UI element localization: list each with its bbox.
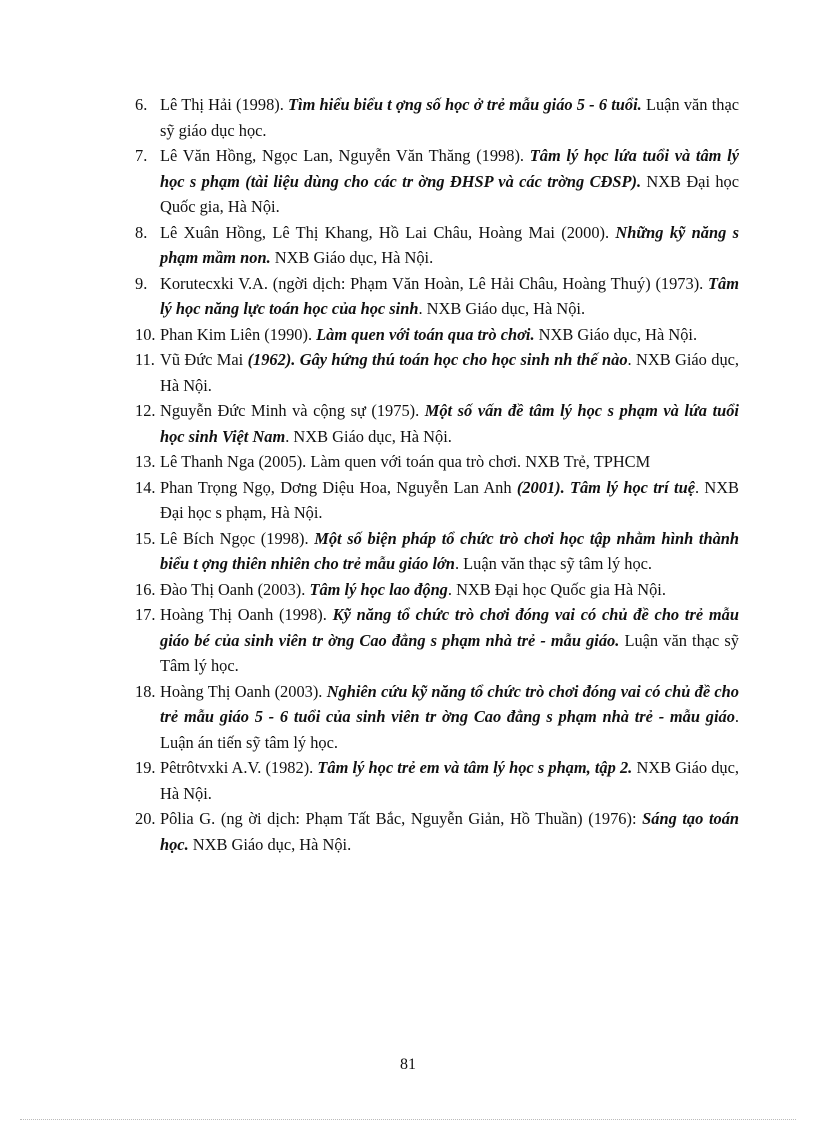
reference-title: Tâm lý học lứa tuổi và tâm lý học s phạm (tài liệu dùng cho các tr ờng ĐHSP và các trờng CĐSP).	[160, 146, 739, 191]
reference-before: Nguyễn Đức Minh và cộng sự (1975).	[160, 401, 425, 420]
reference-item	[135, 92, 739, 143]
reference-item	[135, 806, 739, 857]
reference-number: 11.	[135, 350, 155, 369]
reference-item	[135, 526, 739, 577]
reference-number: 12.	[135, 401, 156, 420]
reference-title: Làm quen với toán qua trò chơi.	[316, 324, 535, 344]
reference-after: . NXB Đại học Quốc gia Hà Nội.	[447, 579, 666, 599]
page-number: 81	[400, 1056, 416, 1073]
reference-before: Pêtrôtvxki A.V. (1982).	[160, 758, 318, 777]
reference-before: Vũ Đức Mai	[160, 350, 248, 369]
reference-before: Đào Thị Oanh (2003).	[160, 579, 310, 599]
reference-number: 15.	[135, 528, 156, 548]
reference-title: Kỹ năng tổ chức trò chơi đóng vai có chủ đề cho trẻ mẫu giáo bé của sinh viên tr ờng Cao đẳng s phạm nhà trẻ - mẫu giáo.	[160, 605, 739, 650]
reference-before: Hoàng Thị Oanh (2003).	[160, 681, 327, 701]
reference-item	[135, 449, 739, 475]
reference-item	[135, 577, 739, 603]
reference-number: 20.	[135, 809, 156, 828]
reference-item	[135, 347, 739, 398]
reference-title: (1962). Gây hứng thú toán học cho học sinh nh thế nào	[247, 350, 628, 369]
reference-title: Tâm lý học trẻ em và tâm lý học s phạm, tập 2.	[317, 758, 633, 777]
reference-title: Tâm lý học lao động	[309, 579, 448, 599]
reference-title: Sáng tạo toán học.	[160, 809, 740, 854]
reference-number: 9.	[135, 273, 148, 293]
reference-before: Hoàng Thị Oanh (1998).	[160, 605, 333, 624]
reference-item	[135, 322, 739, 348]
reference-number: 16.	[135, 579, 156, 599]
reference-after: Luận văn thạc sỹ Tâm lý học.	[160, 630, 740, 675]
reference-after: . NXB Đại học s phạm, Hà Nội.	[160, 477, 739, 522]
reference-after: . NXB Giáo dục, Hà Nội.	[160, 350, 740, 395]
reference-item	[135, 271, 739, 322]
reference-before: Lê Thị Hải (1998).	[160, 95, 289, 114]
reference-after: NXB Giáo dục, Hà Nội.	[534, 324, 698, 344]
reference-title: Tâm lý học năng lực toán học của học sinh	[160, 273, 739, 318]
reference-after: NXB Giáo dục, Hà Nội.	[160, 758, 739, 803]
reference-before: Lê Thanh Nga (2005). Làm quen với toán qua trò chơi. NXB Trẻ, TPHCM	[160, 452, 651, 471]
reference-before: Phan Trọng Ngọ, Dơng Diệu Hoa, Nguyễn Lan Anh	[160, 477, 517, 497]
reference-item	[135, 143, 739, 220]
reference-title: (2001). Tâm lý học trí tuệ	[516, 477, 695, 497]
reference-number: 18.	[135, 681, 156, 701]
reference-number: 17.	[135, 605, 156, 624]
reference-title: Nghiên cứu kỹ năng tổ chức trò chơi đóng vai có chủ đề cho trẻ mẫu giáo 5 - 6 tuổi của sinh viên tr ờng Cao đẳng s phạm nhà trẻ - mẫu giáo	[160, 681, 739, 726]
reference-list	[135, 92, 739, 857]
reference-after: . NXB Giáo dục, Hà Nội.	[418, 299, 586, 318]
reference-title: Những kỹ năng s phạm mầm non.	[160, 222, 739, 267]
reference-after: Luận văn thạc sỹ giáo dục học.	[160, 95, 739, 140]
reference-number: 19.	[135, 758, 156, 777]
reference-title: Một số biện pháp tổ chức trò chơi học tập nhằm hình thành biểu t ợng thiên nhiên cho trẻ mẫu giáo lớn	[160, 528, 740, 573]
reference-after: NXB Giáo dục, Hà Nội.	[270, 248, 434, 267]
reference-after: . Luận án tiến sỹ tâm lý học.	[160, 707, 739, 752]
reference-number: 6.	[135, 95, 148, 114]
reference-title: Tìm hiểu biểu t ợng số học ở trẻ mẫu giáo 5 - 6 tuổi.	[288, 95, 642, 114]
reference-title: Một số vấn đề tâm lý học s phạm và lứa tuổi học sinh Việt Nam	[160, 401, 739, 446]
reference-item	[135, 398, 739, 449]
reference-item	[135, 679, 739, 756]
reference-number: 13.	[135, 452, 156, 471]
reference-after: . Luận văn thạc sỹ tâm lý học.	[454, 554, 653, 573]
reference-after: NXB Đại học Quốc gia, Hà Nội.	[160, 171, 740, 216]
reference-after: NXB Giáo dục, Hà Nội.	[188, 834, 352, 854]
reference-item	[135, 220, 739, 271]
reference-item	[135, 602, 739, 679]
reference-before: Pôlia G. (ng ời dịch: Phạm Tất Bắc, Nguyễn Giản, Hồ Thuần) (1976):	[160, 809, 643, 828]
reference-before: Lê Bích Ngọc (1998).	[160, 528, 315, 548]
reference-number: 8.	[135, 222, 148, 242]
reference-after: . NXB Giáo dục, Hà Nội.	[285, 426, 452, 446]
reference-before: Phan Kim Liên (1990).	[160, 324, 317, 344]
reference-number: 7.	[135, 146, 148, 165]
reference-before: Lê Văn Hồng, Ngọc Lan, Nguyễn Văn Thăng (1998).	[160, 146, 530, 165]
reference-before: Lê Xuân Hồng, Lê Thị Khang, Hồ Lai Châu, Hoàng Mai (2000).	[160, 222, 616, 242]
reference-number: 10.	[135, 324, 156, 344]
reference-item	[135, 475, 739, 526]
reference-number: 14.	[135, 477, 156, 497]
page-bottom-rule	[20, 1119, 796, 1120]
reference-before: Korutecxki V.A. (ngời dịch: Phạm Văn Hoàn, Lê Hải Châu, Hoàng Thuý) (1973).	[160, 273, 709, 293]
reference-item	[135, 755, 739, 806]
